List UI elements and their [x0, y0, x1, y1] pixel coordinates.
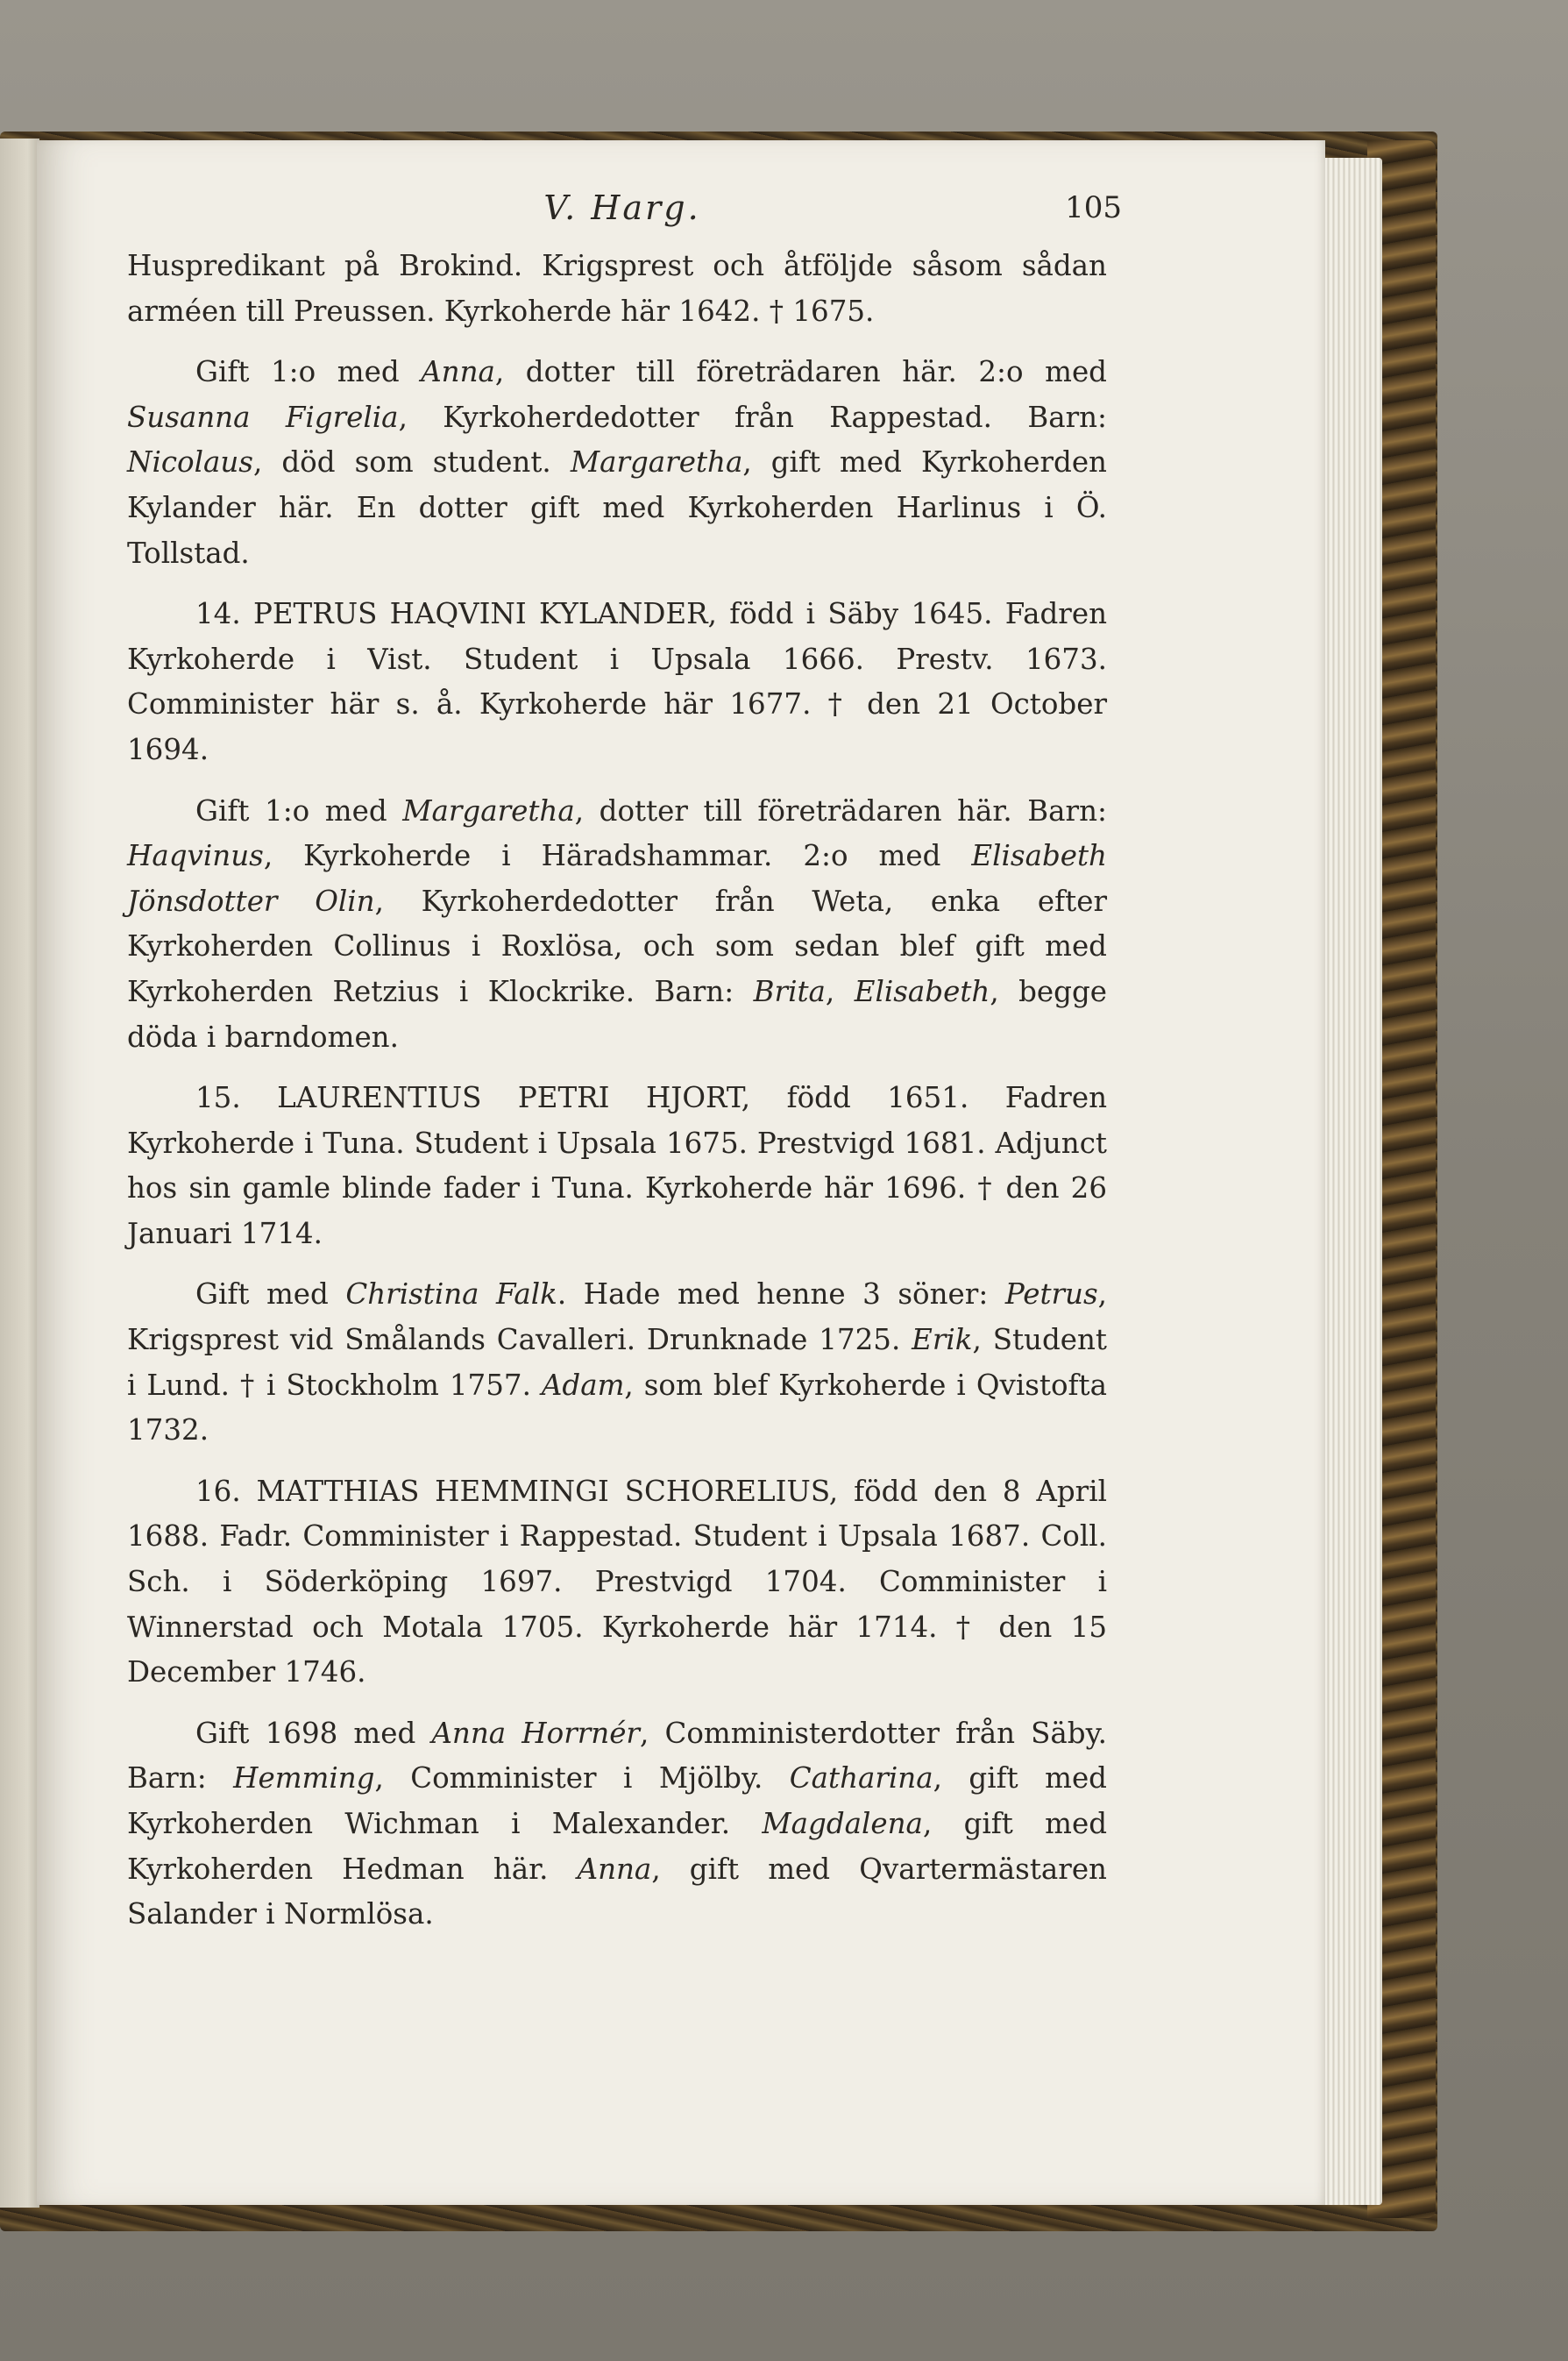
italic-name: Anna	[421, 355, 495, 389]
paragraph	[127, 244, 1107, 334]
text-run: 16. MATTHIAS HEMMINGI SCHORELIUS, född den 8 April 1688. Fadr. Comminister i Rappestad. Student i Upsala 1687. Coll. Sch. i Söderköping 1697. Prestvigd 1704. Comminister i Winnerstad och Motala 1705. Kyrkoherde här 1714. † den 15 December 1746.	[127, 1474, 1107, 1689]
text-run: , Kyrkoherde i Häradshammar. 2:o med	[263, 839, 972, 873]
text-run: , gift med Kyrkoherden Wichman i Malexander.	[127, 1761, 1107, 1840]
italic-name: Christina Falk	[345, 1277, 557, 1312]
text-run: , gift med Kyrkoherden Kylander här. En dotter gift med Kyrkoherden Harlinus i Ö. Tollstad.	[127, 445, 1107, 570]
text-run: , Comministerdotter från Säby. Barn:	[127, 1716, 1107, 1796]
italic-name: Nicolaus	[127, 445, 253, 480]
italic-name: Hemming	[233, 1761, 375, 1796]
italic-name: Elisabeth Jönsdotter Olin	[127, 839, 1107, 918]
paragraph	[127, 1076, 1107, 1256]
italic-name: Haqvinus	[127, 839, 264, 873]
italic-name: Brita	[753, 974, 826, 1008]
text-run: , Comminister i Mjölby.	[374, 1761, 790, 1796]
italic-name: Elisabeth	[854, 974, 990, 1008]
text-run: 15. LAURENTIUS PETRI HJORT, född 1651. Fadren Kyrkoherde i Tuna. Student i Upsala 1675. Prestvigd 1681. Adjunct hos sin gamle blinde fader i Tuna. Kyrkoherde här 1696. † den 26 Januari 1714.	[127, 1081, 1107, 1250]
text-run: , som blef Kyrkoherde i Qvistofta 1732.	[127, 1368, 1107, 1447]
text-run: Gift 1:o med	[195, 793, 403, 828]
paragraph	[127, 1711, 1107, 1938]
text-run: , gift med Qvartermästaren Salander i Normlösa.	[127, 1852, 1107, 1931]
text-run: Huspredikant på Brokind. Krigsprest och åtföljde såsom sådan arméen till Preussen. Kyrkoherde här 1642. † 1675.	[127, 249, 1107, 328]
paragraph	[127, 350, 1107, 576]
paragraph	[127, 789, 1107, 1061]
text-run: Gift 1:o med	[195, 355, 422, 389]
italic-name: Margaretha	[570, 445, 743, 480]
italic-name: Erik	[912, 1323, 973, 1357]
paragraph	[127, 1272, 1107, 1453]
facing-page-edge	[0, 139, 39, 2208]
page-header	[123, 188, 1122, 241]
text-run: , Krigsprest vid Smålands Cavalleri. Drunknade 1725.	[127, 1277, 1108, 1357]
running-title: V. Harg.	[543, 188, 701, 227]
italic-name: Catharina	[789, 1761, 933, 1796]
text-run: , dotter till företrädaren här. Barn:	[574, 793, 1107, 828]
text-run: , död som student.	[252, 445, 571, 480]
page-stack-edges	[1319, 158, 1382, 2205]
text-run: Gift 1698 med	[195, 1716, 432, 1750]
italic-name: Adam	[541, 1368, 625, 1402]
italic-name: Susanna Figrelia	[127, 400, 399, 434]
italic-name: Margaretha	[402, 793, 575, 828]
paragraph	[127, 592, 1107, 772]
page-number: 105	[1065, 190, 1122, 225]
text-run: . Hade med henne 3 söner:	[557, 1277, 1005, 1312]
text-run: ,	[825, 974, 855, 1008]
text-run: Gift med	[195, 1277, 346, 1312]
text-run: , Student i Lund. † i Stockholm 1757.	[127, 1323, 1107, 1402]
italic-name: Anna	[577, 1852, 652, 1886]
text-run: , dotter till företrädaren här. 2:o med	[494, 355, 1107, 389]
text-run: , Kyrkoherdedotter från Weta, enka efter Kyrkoherden Collinus i Roxlösa, och som sedan blef gift med Kyrkoherden Retzius i Klockrike. Barn:	[127, 884, 1107, 1008]
italic-name: Anna Horrnér	[431, 1716, 640, 1750]
text-run: , Kyrkoherdedotter från Rappestad. Barn:	[398, 400, 1107, 434]
body-text	[127, 244, 1107, 1938]
italic-name: Magdalena	[762, 1807, 923, 1840]
text-run: , begge döda i barndomen.	[127, 974, 1108, 1054]
italic-name: Petrus	[1004, 1277, 1098, 1312]
text-run: , gift med Kyrkoherden Hedman här.	[127, 1807, 1108, 1886]
paragraph	[127, 1469, 1107, 1696]
text-run: 14. PETRUS HAQVINI KYLANDER, född i Säby 1645. Fadren Kyrkoherde i Vist. Student i Upsala 1666. Prestv. 1673. Comminister här s. å. Kyrkoherde här 1677. † den 21 October 1694.	[127, 597, 1107, 766]
